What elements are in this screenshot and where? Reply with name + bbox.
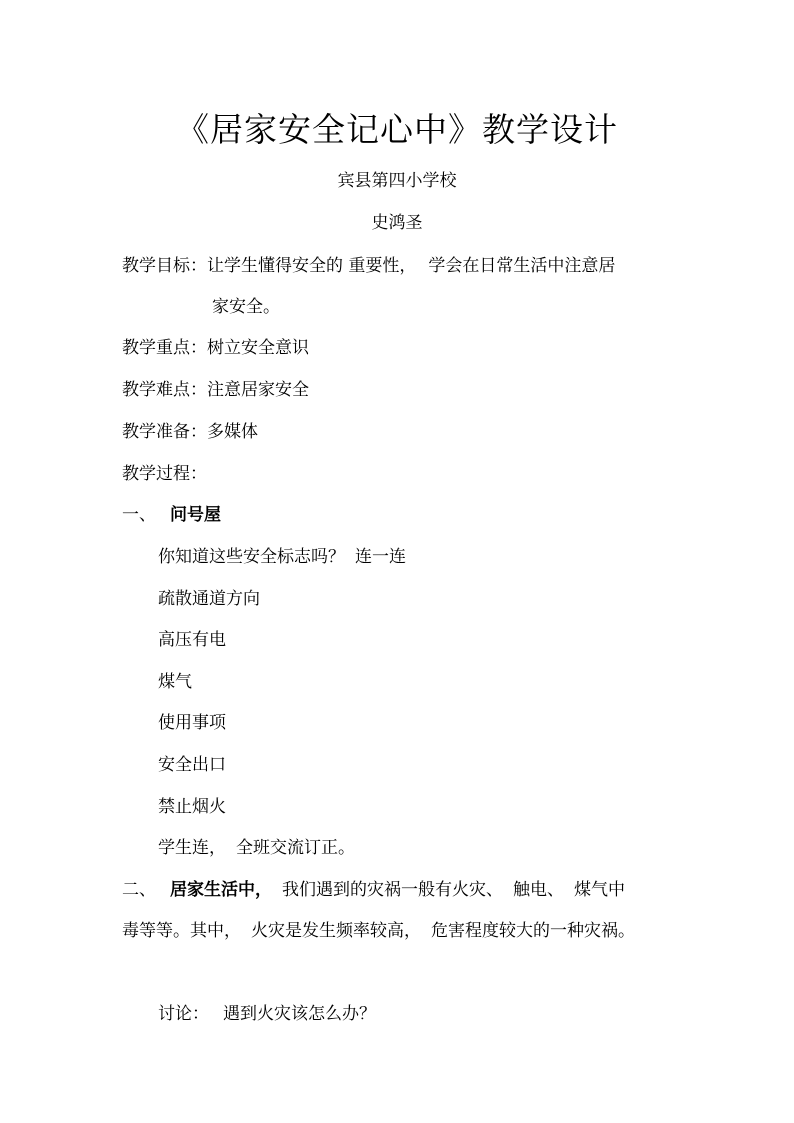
goal-label: 教学目标： (122, 256, 207, 276)
discussion-text: 遇到火灾该怎么办？ (223, 1004, 376, 1024)
section2-line1 (122, 878, 625, 902)
preparation-text: 多媒体 (207, 422, 258, 442)
difficulty-line (122, 378, 309, 402)
preparation-label: 教学准备： (122, 422, 207, 442)
goal-text-1: 让学生懂得安全的 重要性， (207, 256, 417, 276)
section2-heading: 居家生活中， (170, 880, 272, 900)
section1-heading-line (122, 503, 221, 527)
section2-text-c: 煤气中 (574, 880, 625, 900)
sign-item: 安全出口 (158, 755, 226, 775)
section2-line2-c: 危害程度较大的一种灾祸。 (431, 921, 635, 941)
section2-number: 二、 (122, 880, 156, 900)
section2-line2-a: 毒等等。其中， (122, 921, 241, 941)
section1-number: 一、 (122, 505, 156, 525)
goal-text-2: 学会在日常生活中注意居 (428, 256, 616, 276)
sign-item: 疏散通道方向 (158, 589, 260, 609)
section1-question-b: 连一连 (355, 547, 406, 567)
author-name: 史鸿圣 (371, 213, 423, 233)
preparation-line (122, 420, 258, 444)
difficulty-label: 教学难点： (122, 380, 207, 400)
focus-label: 教学重点： (122, 338, 207, 358)
goal-line (122, 254, 615, 278)
section1-question-a: 你知道这些安全标志吗？ (158, 547, 345, 567)
process-label: 教学过程： (122, 464, 207, 484)
section1-closing (158, 836, 355, 860)
section2-text-a: 我们遇到的灾祸一般有火灾、 (282, 880, 503, 900)
discussion-line (158, 1002, 376, 1026)
section1-closing-a: 学生连， (158, 838, 226, 858)
document-title: 《居家安全记心中》教学设计 (176, 110, 618, 149)
focus-text: 树立安全意识 (207, 338, 309, 358)
focus-line (122, 336, 309, 360)
section1-closing-b: 全班交流订正。 (236, 838, 355, 858)
goal-text-3: 家安全。 (212, 297, 280, 317)
section2-text-b: 触电、 (513, 880, 564, 900)
sign-item: 煤气 (158, 672, 192, 692)
section1-heading: 问号屋 (170, 505, 221, 525)
discussion-label: 讨论： (158, 1004, 209, 1024)
sign-item: 禁止烟火 (158, 797, 226, 817)
school-name: 宾县第四小学校 (337, 171, 457, 191)
section1-question (158, 545, 406, 569)
section2-line2 (122, 919, 635, 943)
sign-item: 高压有电 (158, 630, 226, 650)
sign-item: 使用事项 (158, 713, 226, 733)
difficulty-text: 注意居家安全 (207, 380, 309, 400)
section2-line2-b: 火灾是发生频率较高， (251, 921, 421, 941)
